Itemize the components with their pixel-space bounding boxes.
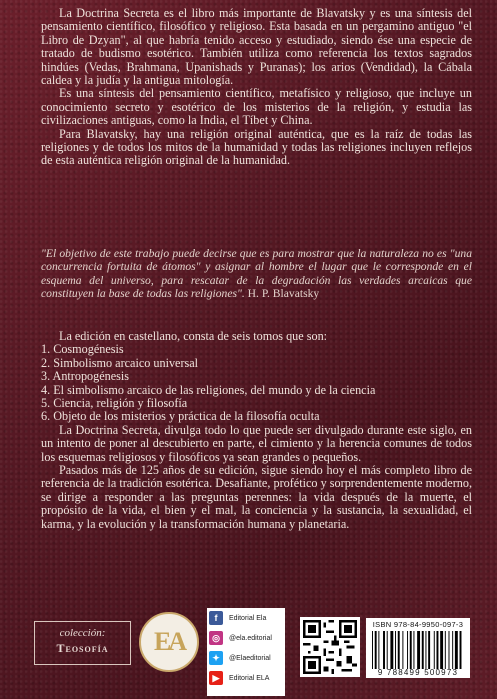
volume-item: 4. El simbolismo arcaico de las religiones, del mundo y de la ciencia [41, 382, 376, 397]
collection-name: Teosofía [56, 641, 109, 655]
isbn-number: 9 788499 500973 [377, 668, 459, 677]
social-twitter[interactable] [207, 648, 285, 668]
barcode-icon [372, 631, 464, 669]
quote-author: H. P. Blavatsky [247, 287, 320, 301]
publisher-logo: EA [139, 612, 199, 672]
social-label: @Elaeditorial [229, 654, 271, 662]
social-facebook[interactable] [207, 608, 285, 628]
social-label: Editorial ELA [229, 674, 270, 682]
paragraph-3: Para Blavatsky, hay una religión original auténtica, que es la raíz de todas las religiones y de todos los mitos de la humanidad y todas las religiones incluyen reflejos de esta auténtica religión original de la humanidad. [41, 126, 472, 168]
volume-item: 5. Ciencia, religión y filosofía [41, 396, 188, 411]
twitter-icon: ✦ [209, 651, 223, 665]
quote-text: "El objetivo de este trabajo puede decirse que es para mostrar que la naturaleza no es "una concurrencia fortuita de átomos" y asignar al hombre el lugar que le corresponde en el esquema del universo, para rescatar de la degradación las verdades arcaicas que constituyen la base de todas las religiones". [41, 247, 472, 301]
isbn-barcode [366, 618, 470, 678]
volume-item: 6. Objeto de los misterios y práctica de la filosofía oculta [41, 409, 320, 424]
paragraph-1: La Doctrina Secreta es el libro más importante de Blavatsky y es una síntesis del pensamiento científico, filosófico y religioso. Esta basada en un pergamino antiguo "el Libro de Dzyan", al que habría tenido acceso y estudiado, siendo ése una especie de tratado de budismo esotérico. También utiliza como referencia los textos sagrados hindúes (Vedas, Brahmana, Upanishads y Puranas); los arios (Vendidad), la Cábala caldea y la judía y la antigua mitología. [41, 6, 472, 88]
instagram-icon: ◎ [209, 631, 223, 645]
social-label: Editorial Ela [229, 614, 267, 622]
edition-text [41, 330, 472, 531]
isbn-label: ISBN 978-84-9950-097-3 [372, 620, 464, 629]
edition-intro: La edición en castellano, consta de seis tomos que son: [59, 329, 328, 343]
social-label: @ela.editorial [229, 634, 272, 642]
paragraph-4: La Doctrina Secreta, divulga todo lo que puede ser divulgado durante este siglo, en un intento de poner al descubierto en parte, el cimiento y la herencia comunes de todos los esquemas religiosos y filosóficos ya sean grandes o pequeños. [41, 422, 472, 464]
qr-code-icon [303, 620, 357, 674]
collection-box [34, 621, 131, 665]
volume-item: 3. Antropogénesis [41, 369, 130, 384]
paragraph-5: Pasados más de 125 años de su edición, sigue siendo hoy el más completo libro de referencia de la tradición esotérica. Desafiante, profético y sorprendentemente moderno, se dirige a responder a las preguntas perennes: la vida después de la muerte, el propósito de la vida, el bien y el mal, la conciencia y la sustancia, la sexualidad, el karma, y la evolución y la transformación humana y planetaria. [41, 463, 472, 531]
social-instagram[interactable] [207, 628, 285, 648]
paragraph-2: Es una síntesis del pensamiento científico, metafísico y religioso, que incluye un conocimiento secreto y esotérico de los misterios de la religión, y estudia las civilizaciones antiguas, como la India, el Tíbet y China. [41, 86, 472, 128]
volume-item: 2. Simbolismo arcaico universal [41, 355, 199, 370]
volume-list [41, 343, 472, 423]
facebook-icon: f [209, 611, 223, 625]
youtube-icon: ▶ [209, 671, 223, 685]
social-youtube[interactable] [207, 668, 285, 688]
volume-item: 1. Cosmogénesis [41, 342, 124, 357]
blavatsky-quote [41, 247, 472, 301]
collection-label: colección: [59, 627, 106, 639]
social-links [207, 608, 285, 696]
qr-code[interactable] [300, 617, 360, 677]
description-text [41, 7, 472, 168]
